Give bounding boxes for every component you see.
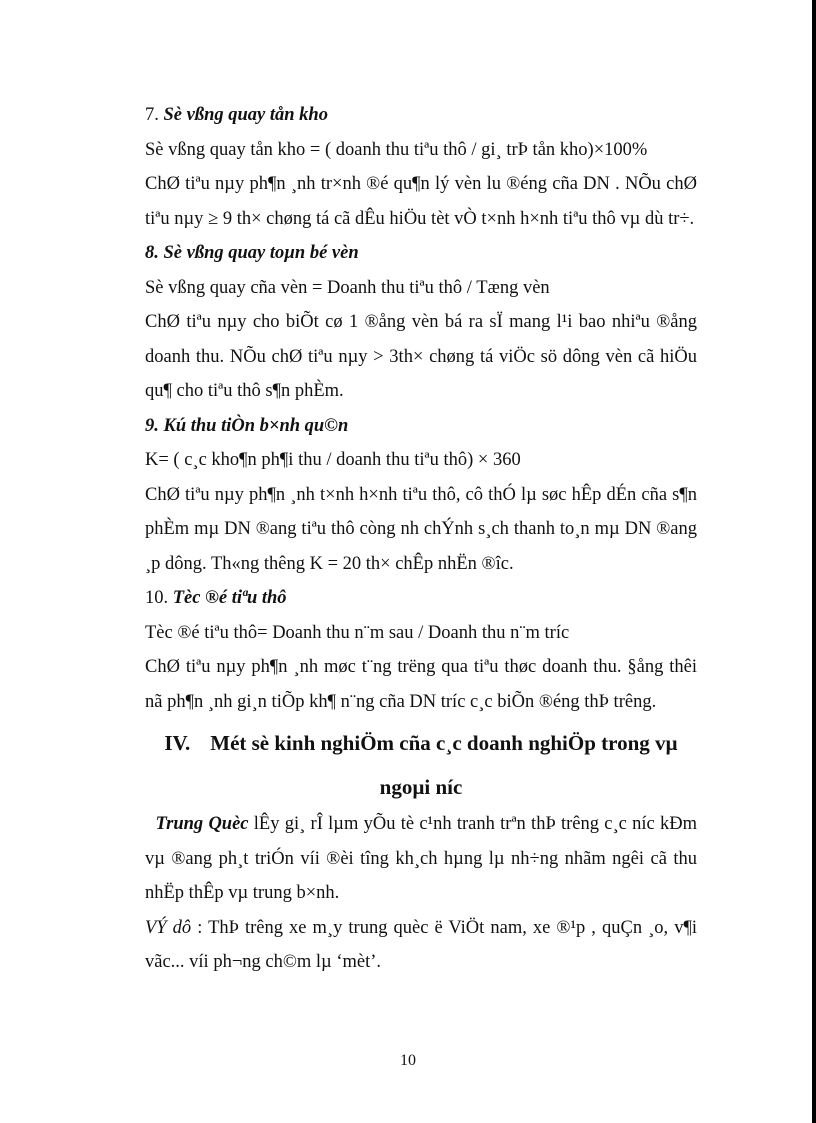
china-lead: Trung Quèc bbox=[155, 814, 249, 834]
page-border-right bbox=[812, 0, 816, 1123]
heading-10-title: Tèc ®é tiªu thô bbox=[172, 588, 287, 608]
heading-8 bbox=[145, 236, 697, 271]
section-iv-title-line1: Mét sè kinh nghiÖm cña c¸c doanh nghiÖp trong vµ bbox=[210, 731, 678, 755]
heading-7-number: 7. bbox=[145, 105, 159, 125]
heading-9 bbox=[145, 409, 697, 444]
heading-7-title: Sè vßng quay tån kho bbox=[163, 105, 328, 125]
heading-9-number: 9. bbox=[145, 415, 159, 436]
china-paragraph bbox=[145, 807, 697, 911]
formula-7: Sè vßng quay tån kho = ( doanh thu tiªu thô / gi¸ trÞ tån kho)×100% bbox=[145, 139, 648, 160]
heading-7 bbox=[145, 98, 697, 133]
section-iv-roman: IV. bbox=[164, 731, 191, 755]
example-paragraph bbox=[145, 911, 697, 980]
heading-10-number: 10. bbox=[145, 588, 169, 608]
heading-10 bbox=[145, 581, 697, 616]
formula-10: Tèc ®é tiªu thô= Doanh thu n¨m sau / Doanh thu n¨m tríc bbox=[145, 622, 570, 643]
desc-10: ChØ tiªu nµy ph¶n ¸nh møc t¨ng trëng qua tiªu thøc doanh thu. §ång thêi nã ph¶n ¸nh gi¸n tiÕp kh¶ n¨ng cña DN tríc c¸c biÕn ®éng thÞ trêng. bbox=[145, 657, 697, 712]
example-text: : ThÞ trêng xe m¸y trung quèc ë ViÖt nam, xe ®¹p , quÇn ¸o, v¶i vãc... víi ph¬ng ch©m lµ ‘mèt’. bbox=[145, 917, 697, 972]
heading-8-title: Sè vßng quay toµn bé vèn bbox=[163, 243, 359, 263]
heading-8-number: 8. bbox=[145, 243, 159, 263]
china-text: lÊy gi¸ rÎ lµm yÕu tè c¹nh tranh trªn thÞ trêng c¸c níc kÐm vµ ®ang ph¸t triÓn víi ®èi tîng kh¸ch hµng lµ nh÷ng nhãm ngêi cã thu nhËp thÊp vµ trung b×nh. bbox=[145, 814, 697, 903]
formula-9: K= ( c¸c kho¶n ph¶i thu / doanh thu tiªu thô) × 360 bbox=[145, 450, 521, 470]
desc-8: ChØ tiªu nµy cho biÕt cø 1 ®ång vèn bá ra sÏ mang l¹i bao nhiªu ®ång doanh thu. NÕu chØ tiªu nµy > 3th× chøng tá viÖc sö dông vèn cã hiÖu qu¶ cho tiªu thô s¶n phÈm. bbox=[145, 312, 697, 401]
document-page bbox=[145, 98, 697, 980]
formula-8: Sè vßng quay cña vèn = Doanh thu tiªu thô / Tæng vèn bbox=[145, 277, 550, 298]
example-lead: VÝ dô bbox=[145, 917, 192, 938]
section-iv-title-line2: ngoµi níc bbox=[379, 775, 463, 799]
desc-9: ChØ tiªu nµy ph¶n ¸nh t×nh h×nh tiªu thô, cô thÓ lµ søc hÊp dÉn cña s¶n phÈm mµ DN ®ang tiªu thô còng nh chÝnh s¸ch thanh to¸n mµ DN ®ang ¸p dông. Th«ng thêng K = 20 th× chÊp nhËn ®îc. bbox=[145, 484, 697, 574]
page-number: 10 bbox=[400, 1052, 416, 1069]
desc-7: ChØ tiªu nµy ph¶n ¸nh tr×nh ®é qu¶n lý vèn lu ®éng cña DN . NÕu chØ tiªu nµy ≥ 9 th× chøng tá cã dÊu hiÖu tèt vÒ t×nh h×nh tiªu thô vµ dù tr÷. bbox=[145, 174, 697, 229]
section-iv-heading bbox=[145, 723, 697, 763]
heading-9-title: Kú thu tiÒn b×nh qu©n bbox=[163, 415, 349, 436]
